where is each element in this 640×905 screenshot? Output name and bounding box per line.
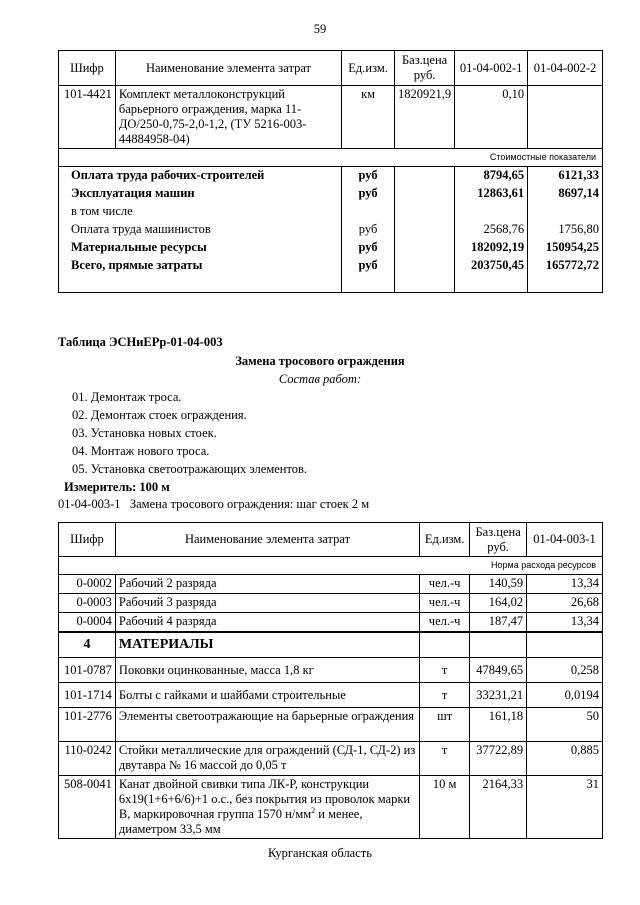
col-header: Шифр <box>59 523 116 557</box>
materials-number: 4 <box>59 632 116 658</box>
cell-value: 12863,61 <box>455 185 528 203</box>
cell-name: Стойки металлические для ограждений (СД-1, СД-2) из двутавра № 16 массой до 0,05 т <box>115 742 419 776</box>
table-row <box>59 708 603 742</box>
cell-value: 1756,80 <box>528 221 603 239</box>
cell-name: Рабочий 4 разряда <box>115 613 419 632</box>
cell-value: 0,258 <box>527 658 603 683</box>
cell-unit: руб <box>342 239 395 257</box>
cell-name: Элементы светоотражающие на барьерные ограждения <box>115 708 419 742</box>
list-item: 03. Установка новых стоек. <box>72 426 217 440</box>
cell-code: 0-0004 <box>59 613 116 632</box>
col-header: 01-04-002-2 <box>528 51 603 86</box>
cell-value: 50 <box>527 708 603 742</box>
cell-code: 101-2776 <box>59 708 116 742</box>
superscript: 2 <box>311 805 316 815</box>
col-header: Баз.цена руб. <box>470 523 527 557</box>
cell-value: 8697,14 <box>528 185 603 203</box>
table-row <box>59 658 603 683</box>
resource-table <box>58 522 603 839</box>
cell-code: 0-0002 <box>59 575 116 594</box>
table-row <box>59 257 603 293</box>
cell-price: 161,18 <box>470 708 527 742</box>
section-label-row <box>59 149 603 167</box>
table-row <box>59 683 603 708</box>
cell-code: 0-0003 <box>59 594 116 613</box>
cell-code: 101-1714 <box>59 683 116 708</box>
list-item: 05. Установка светоотражающих элементов. <box>72 462 308 476</box>
table-title: Таблица ЭСНиЕРр-01-04-003 <box>58 335 223 349</box>
cell-price: 33231,21 <box>470 683 527 708</box>
section-label: Стоимостные показатели <box>59 149 603 167</box>
table-row <box>59 742 603 776</box>
cell-unit: чел.-ч <box>420 594 470 613</box>
cell-value: 8794,65 <box>455 167 528 185</box>
cell-name: в том числе <box>59 203 342 221</box>
cell-unit: руб <box>342 167 395 185</box>
list-item: 01. Демонтаж троса. <box>72 390 182 404</box>
cell-value: 150954,25 <box>528 239 603 257</box>
cell-unit: т <box>420 683 470 708</box>
cell-unit: чел.-ч <box>420 575 470 594</box>
cell-unit: т <box>420 658 470 683</box>
cell-name: Поковки оцинкованные, масса 1,8 кг <box>115 658 419 683</box>
cell-unit: км <box>342 86 395 149</box>
table-row <box>59 221 603 239</box>
table-row <box>59 203 603 221</box>
cell-value: 165772,72 <box>528 257 603 293</box>
cell-code: 110-0242 <box>59 742 116 776</box>
footer-region: Курганская область <box>268 846 372 860</box>
table-row <box>59 167 603 185</box>
table1-header-row <box>59 51 603 86</box>
page-number: 59 <box>313 22 327 36</box>
cell-value: 2568,76 <box>455 221 528 239</box>
table-row <box>59 594 603 613</box>
col-header: Ед.изм. <box>420 523 470 557</box>
cell-unit: руб <box>342 257 395 293</box>
col-header: Ед.изм. <box>342 51 395 86</box>
col-header: Наименование элемента затрат <box>115 523 419 557</box>
cell-name-part: и менее, диаметром 33,5 мм <box>118 807 363 836</box>
cell-name: Эксплуатация машин <box>59 185 342 203</box>
col-header: 01-04-002-1 <box>455 51 528 86</box>
code-line: 01-04-003-1 Замена тросового ограждения: шаг стоек 2 м <box>58 497 370 511</box>
cell-value: 31 <box>527 776 603 839</box>
cell-value <box>528 86 603 149</box>
table-row <box>59 776 603 839</box>
cell-value: 0,0194 <box>527 683 603 708</box>
table-row <box>59 239 603 257</box>
cell-name: Материальные ресурсы <box>59 239 342 257</box>
works-title: Состав работ: <box>278 372 362 386</box>
col-header: 01-04-003-1 <box>527 523 603 557</box>
norm-label: Норма расхода ресурсов <box>59 557 603 575</box>
col-header: Шифр <box>59 51 116 86</box>
section-heading: Замена тросового ограждения <box>235 354 405 368</box>
cell-code: 101-0787 <box>59 658 116 683</box>
col-header: Наименование элемента затрат <box>115 51 341 86</box>
materials-section-row <box>59 632 603 658</box>
cell-value: 26,68 <box>527 594 603 613</box>
cell-unit: т <box>420 742 470 776</box>
cell-name: Всего, прямые затраты <box>59 257 342 293</box>
cell-value: 0,885 <box>527 742 603 776</box>
cell-unit: 10 м <box>420 776 470 839</box>
list-item: 04. Монтаж нового троса. <box>72 444 210 458</box>
cell-value: 0,10 <box>455 86 528 149</box>
table-row <box>59 86 603 149</box>
cell-price: 37722,89 <box>470 742 527 776</box>
cell-price: 47849,65 <box>470 658 527 683</box>
table-row <box>59 185 603 203</box>
cell-value: 13,34 <box>527 575 603 594</box>
cell-unit: шт <box>420 708 470 742</box>
cell-name: Болты с гайками и шайбами строительные <box>115 683 419 708</box>
works-list <box>72 388 307 478</box>
cell-name-part: Канат двойной свивки типа ЛК-Р, конструкции 6х19(1+6+6/6)+1 о.с., без покрытия из проволок марки В, маркировочная группа 1570 н/мм <box>118 777 411 821</box>
table-row <box>59 575 603 594</box>
cell-name: Оплата труда рабочих-строителей <box>59 167 342 185</box>
cell-unit: руб <box>342 185 395 203</box>
cell-price: 2164,33 <box>470 776 527 839</box>
cell-code: 508-0041 <box>59 776 116 839</box>
cell-name: Рабочий 2 разряда <box>115 575 419 594</box>
col-header: Баз.цена руб. <box>395 51 455 86</box>
table-row <box>59 613 603 632</box>
cell-price: 187,47 <box>470 613 527 632</box>
cell-name: Рабочий 3 разряда <box>115 594 419 613</box>
materials-heading: МАТЕРИАЛЫ <box>115 632 419 658</box>
measure-unit: Измеритель: 100 м <box>64 480 170 494</box>
cell-unit: чел.-ч <box>420 613 470 632</box>
cell-value: 6121,33 <box>528 167 603 185</box>
table2-header-row <box>59 523 603 557</box>
cell-name: Комплект металлоконструкций барьерного ограждения, марка 11-ДО/250-0,75-2,0-1,2, (ТУ 5216-003-44884958-04) <box>115 86 341 149</box>
cell-name <box>115 776 419 839</box>
cell-price: 1820921,9 <box>395 86 455 149</box>
cell-value: 182092,19 <box>455 239 528 257</box>
cell-code: 101-4421 <box>59 86 116 149</box>
cost-table-1 <box>58 50 603 293</box>
cell-name: Оплата труда машинистов <box>59 221 342 239</box>
cell-price: 140,59 <box>470 575 527 594</box>
cell-unit: руб <box>342 221 395 239</box>
cell-value: 13,34 <box>527 613 603 632</box>
list-item: 02. Демонтаж стоек ограждения. <box>72 408 247 422</box>
norm-label-row <box>59 557 603 575</box>
cell-price: 164,02 <box>470 594 527 613</box>
cell-value: 203750,45 <box>455 257 528 293</box>
